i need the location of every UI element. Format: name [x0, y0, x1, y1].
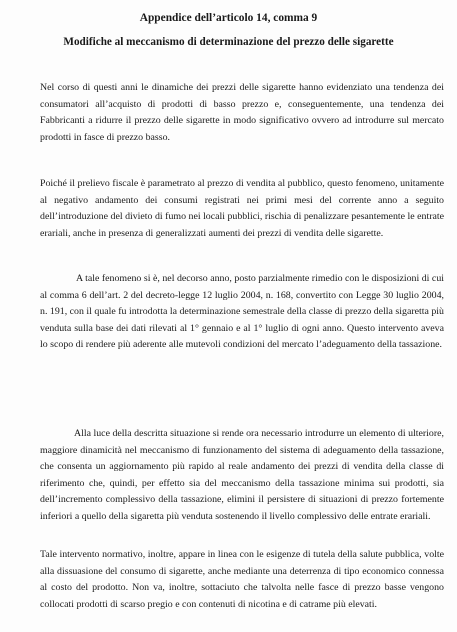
- paragraph-2: Poiché il prelievo fiscale è parametrato al prezzo di vendita al pubblico, questo fenomeno, unitamente al negativo andamento dei consumi registrati nei primi mesi del corrente anno a seguito dell’introduzione del divieto di fumo nei locali pubblici, rischia di penalizzare pesantemente le entrate erariali, anche in presenza di generalizzati aumenti dei prezzi di vendita delle sigarette.: [40, 178, 444, 239]
- document-subtitle: Modifiche al meccanismo di determinazione del prezzo delle sigarette: [63, 36, 394, 48]
- document-title: Appendice dell’articolo 14, comma 9: [139, 12, 318, 24]
- paragraph-4: Alla luce della descritta situazione si rende ora necessario introdurre un elemento di ulteriore, maggiore dinamicità nel meccanismo di funzionamento del sistema di adeguamento della tassazione, che consenta un aggiornamento più rapido al reale andamento dei prezzi di vendita della classe di riferimento che, quindi, per effetto sia del meccanismo della tassazione minima sui prodotti, sia dell’incremento complessivo della tassazione, elimini il persistere di situazioni di prezzo fortemente inferiori a quello della sigaretta più venduta sostenendo il livello complessivo delle entrate erariali.: [40, 428, 444, 522]
- paragraph-3: A tale fenomeno si è, nel decorso anno, posto parzialmente rimedio con le disposizioni di cui al comma 6 dell’art. 2 del decreto-legge 12 luglio 2004, n. 168, convertito con Legge 30 luglio 2004, n. 191, con il quale fu introdotta la determinazione semestrale della classe di prezzo della sigaretta più venduta sulla base dei dati rilevati al 1° gennaio e al 1° luglio di ogni anno. Questo intervento aveva lo scopo di rendere più aderente alle mutevoli condizioni del mercato l’adeguamento della tassazione.: [40, 273, 444, 351]
- paragraph-5: Tale intervento normativo, inoltre, appare in linea con le esigenze di tutela della salute pubblica, volte alla dissuasione del consumo di sigarette, anche mediante una deterrenza di tipo economico connessa al costo del prodotto. Non va, inoltre, sottaciuto che talvolta nelle fasce di prezzo basse vengono collocati prodotti di scarso pregio e con contenuti di nicotina e di catrame più elevati.: [40, 549, 444, 610]
- paragraph-1: Nel corso di questi anni le dinamiche dei prezzi delle sigarette hanno evidenziato una tendenza dei consumatori all’acquisto di prodotti di basso prezzo e, conseguentemente, una tendenza dei Fabbricanti a ridurre il prezzo delle sigarette in modo significativo ovvero ad introdurre sul mercato prodotti in fasce di prezzo basso.: [40, 82, 444, 143]
